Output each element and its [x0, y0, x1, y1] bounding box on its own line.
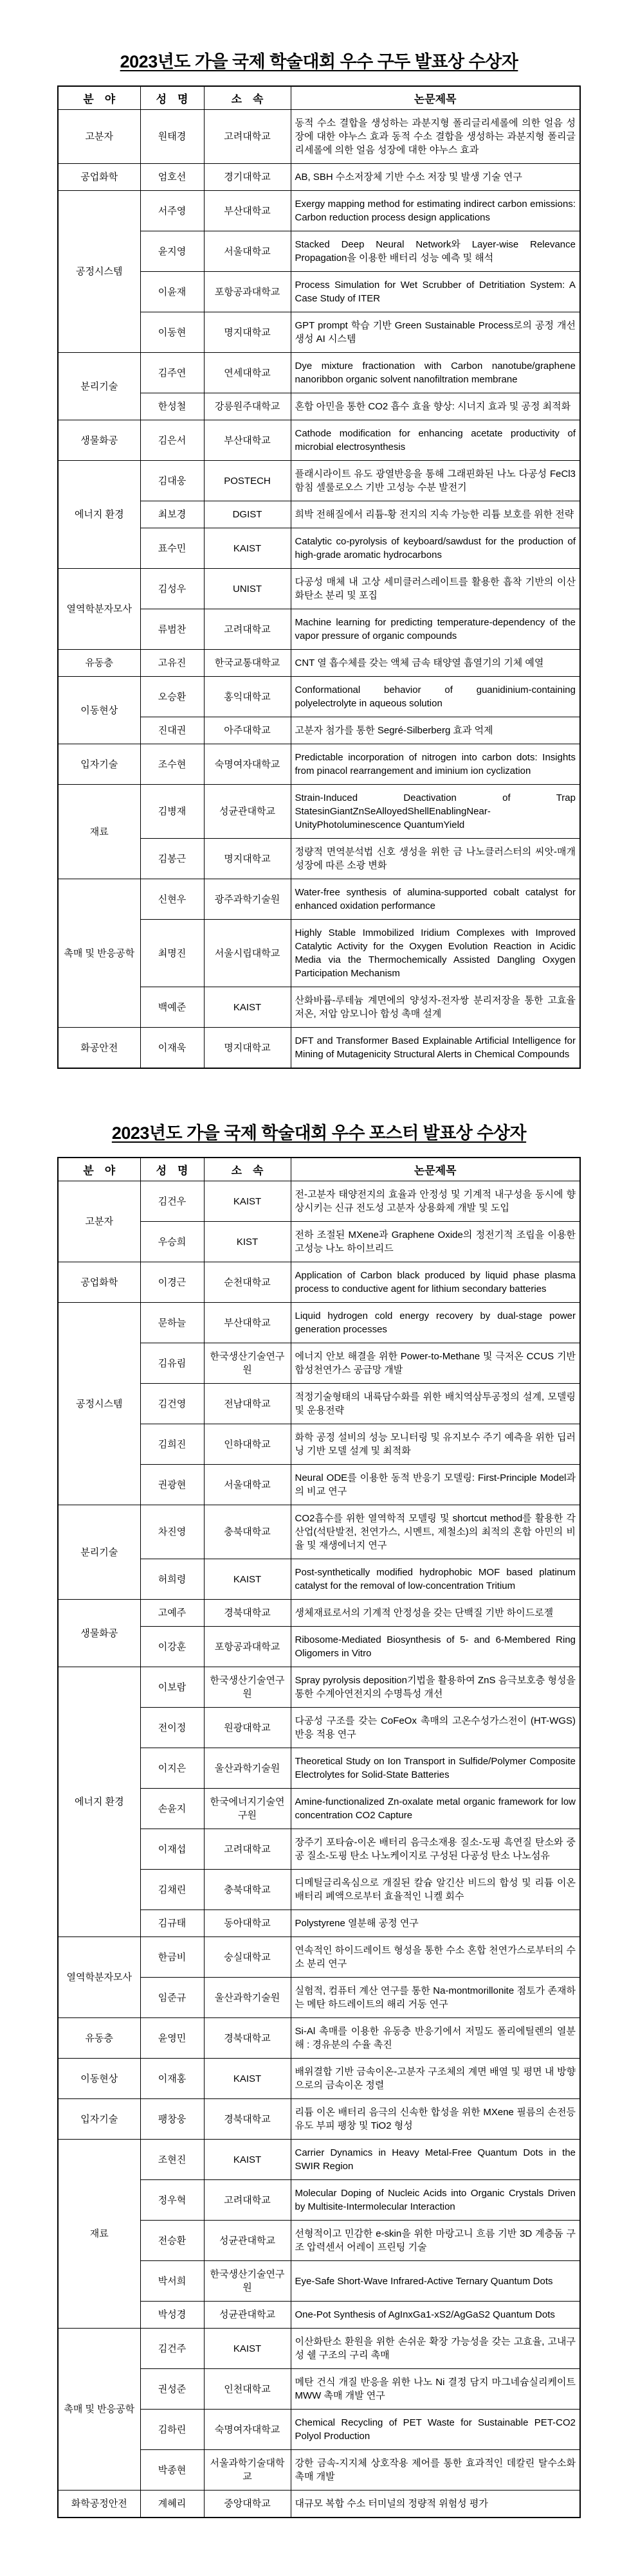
name-cell: 최보경 — [140, 501, 204, 528]
field-cell: 화공안전 — [58, 1028, 140, 1069]
name-cell: 계혜리 — [140, 2491, 204, 2518]
name-cell: 우승희 — [140, 1222, 204, 1262]
paper-title-cell: Water-free synthesis of alumina-supported cobalt catalyst for enhanced oxidation performance — [291, 879, 580, 920]
name-cell: 윤영민 — [140, 2018, 204, 2059]
field-cell: 에너지 환경 — [58, 1667, 140, 1937]
table-row — [58, 1181, 580, 1222]
table-row — [58, 420, 580, 461]
field-cell: 재료 — [58, 2140, 140, 2329]
paper-title-cell: 화학 공정 설비의 성능 모니터링 및 유지보수 주기 예측을 위한 딥러닝 기반 모델 설계 및 최적화 — [291, 1424, 580, 1465]
poster-award-section — [0, 1119, 638, 2518]
poster-award-rows — [58, 1181, 580, 2518]
name-cell: 김은서 — [140, 420, 204, 461]
table-row — [58, 2491, 580, 2518]
name-cell: 김규태 — [140, 1910, 204, 1937]
name-cell: 허희령 — [140, 1559, 204, 1600]
affiliation-cell: 인하대학교 — [204, 1424, 291, 1465]
field-cell: 생물화공 — [58, 1600, 140, 1667]
header-name: 성 명 — [140, 1158, 204, 1181]
field-cell: 열역학분자모사 — [58, 569, 140, 650]
paper-title-cell: 정량적 면역분석법 신호 생성을 위한 금 나노클러스터의 씨앗-매개 성장에 따른 소광 변화 — [291, 839, 580, 879]
table-row — [58, 191, 580, 231]
table-row — [58, 677, 580, 717]
paper-title-cell: 메탄 건식 개질 반응을 위한 나노 Ni 결정 담지 마그네슘실리케이트 MWW 촉매 개발 연구 — [291, 2369, 580, 2410]
affiliation-cell: 성균관대학교 — [204, 2221, 291, 2261]
field-cell: 분리기술 — [58, 1505, 140, 1600]
affiliation-cell: 성균관대학교 — [204, 2302, 291, 2329]
table-row — [58, 353, 580, 393]
affiliation-cell: 한국생산기술연구원 — [204, 1343, 291, 1384]
name-cell: 윤지영 — [140, 231, 204, 272]
field-cell: 생물화공 — [58, 420, 140, 461]
affiliation-cell: KAIST — [204, 2140, 291, 2180]
oral-table-header — [58, 86, 580, 110]
name-cell: 이보람 — [140, 1667, 204, 1708]
name-cell: 백예준 — [140, 987, 204, 1028]
field-cell: 공정시스템 — [58, 1303, 140, 1505]
paper-title-cell: Molecular Doping of Nucleic Acids into Organic Crystals Driven by Multisite-Intermolecular Interaction — [291, 2180, 580, 2221]
affiliation-cell: 포항공과대학교 — [204, 272, 291, 312]
header-paper-title: 논문제목 — [291, 1158, 580, 1181]
field-cell: 이동현상 — [58, 2059, 140, 2099]
affiliation-cell: 한국에너지기술연구원 — [204, 1789, 291, 1829]
name-cell: 임준규 — [140, 1978, 204, 2018]
name-cell: 류범찬 — [140, 609, 204, 650]
affiliation-cell: 명지대학교 — [204, 1028, 291, 1069]
paper-title-cell: 선형적이고 민감한 e-skin을 위한 마랑고니 흐름 기반 3D 계층돔 구조 압력센서 어레이 프린팅 기술 — [291, 2221, 580, 2261]
affiliation-cell: 경북대학교 — [204, 2099, 291, 2140]
paper-title-cell: Spray pyrolysis deposition기법을 활용하여 ZnS 음극보호층 형성을 통한 수계아연전지의 수명특성 개선 — [291, 1667, 580, 1708]
name-cell: 최명진 — [140, 920, 204, 987]
table-row — [58, 744, 580, 785]
affiliation-cell: 명지대학교 — [204, 312, 291, 353]
header-affiliation: 소 속 — [204, 1158, 291, 1181]
field-cell: 화학공정안전 — [58, 2491, 140, 2518]
header-field: 분 야 — [58, 1158, 140, 1181]
affiliation-cell: 서울대학교 — [204, 1465, 291, 1505]
header-row — [58, 1158, 580, 1181]
table-row — [58, 461, 580, 501]
paper-title-cell: CO2흡수를 위한 열역학적 모델링 및 shortcut method를 활용한 각 산업(석탄발전, 천연가스, 시멘트, 제철소)의 최적의 혼합 아민의 비율 및 재생에너지 연구 — [291, 1505, 580, 1559]
name-cell: 손윤지 — [140, 1789, 204, 1829]
poster-table-header — [58, 1158, 580, 1181]
oral-award-rows — [58, 110, 580, 1069]
header-affiliation: 소 속 — [204, 86, 291, 110]
paper-title-cell: Strain-Induced Deactivation of Trap StatesinGiantZnSeAlloyedShellEnablingNear-UnityPhotoluminescence QuantumYield — [291, 785, 580, 839]
name-cell: 이윤재 — [140, 272, 204, 312]
paper-title-cell: Conformational behavior of guanidinium-containing polyelectrolyte in aqueous solution — [291, 677, 580, 717]
paper-title-cell: GPT prompt 학습 기반 Green Sustainable Process로의 공정 개선 생성 AI 시스템 — [291, 312, 580, 353]
table-row — [58, 2140, 580, 2180]
affiliation-cell: 경기대학교 — [204, 164, 291, 191]
paper-title-cell: 대규모 복합 수소 터미널의 정량적 위험성 평가 — [291, 2491, 580, 2518]
paper-title-cell: Post-synthetically modified hydrophobic MOF based platinum catalyst for the removal of low-concentration Tritium — [291, 1559, 580, 1600]
affiliation-cell: 중앙대학교 — [204, 2491, 291, 2518]
affiliation-cell: 연세대학교 — [204, 353, 291, 393]
paper-title-cell: Cathode modification for enhancing acetate productivity of microbial electrosynthesis — [291, 420, 580, 461]
table-row — [58, 650, 580, 677]
affiliation-cell: 경북대학교 — [204, 1600, 291, 1627]
table-row — [58, 1937, 580, 1978]
name-cell: 권성준 — [140, 2369, 204, 2410]
affiliation-cell: 순천대학교 — [204, 1262, 291, 1303]
affiliation-cell: 숙명여자대학교 — [204, 2410, 291, 2450]
name-cell: 김유림 — [140, 1343, 204, 1384]
affiliation-cell: KIST — [204, 1222, 291, 1262]
affiliation-cell: 강릉원주대학교 — [204, 393, 291, 420]
paper-title-cell: Machine learning for predicting temperature-dependency of the vapor pressure of organic compounds — [291, 609, 580, 650]
header-field: 분 야 — [58, 86, 140, 110]
affiliation-cell: KAIST — [204, 2059, 291, 2099]
field-cell: 촉매 및 반응공학 — [58, 879, 140, 1028]
paper-title-cell: 적정기술형태의 내륙담수화를 위한 배치역삼투공정의 설계, 모델링 및 운용전략 — [291, 1384, 580, 1424]
name-cell: 이지은 — [140, 1748, 204, 1789]
affiliation-cell: KAIST — [204, 1559, 291, 1600]
name-cell: 한성철 — [140, 393, 204, 420]
name-cell: 오승환 — [140, 677, 204, 717]
affiliation-cell: 숭실대학교 — [204, 1937, 291, 1978]
affiliation-cell: 아주대학교 — [204, 717, 291, 744]
header-paper-title: 논문제목 — [291, 86, 580, 110]
paper-title-cell: Amine-functionalized Zn-oxalate metal organic framework for low concentration CO2 Capture — [291, 1789, 580, 1829]
paper-title-cell: 연속적인 하이드레이트 형성을 통한 수소 혼합 천연가스로부터의 수소 분리 연구 — [291, 1937, 580, 1978]
name-cell: 김주연 — [140, 353, 204, 393]
table-row — [58, 1303, 580, 1343]
paper-title-cell: 생체재료로서의 기계적 안정성을 갖는 단백질 기반 하이드로젤 — [291, 1600, 580, 1627]
table-row — [58, 1262, 580, 1303]
affiliation-cell: POSTECH — [204, 461, 291, 501]
paper-title-cell: 이산화탄소 환원을 위한 손쉬운 확장 가능성을 갖는 고효율, 고내구성 쉘 구조의 구리 촉매 — [291, 2329, 580, 2369]
paper-title-cell: 산화바륨-루테늄 계면에의 양성자-전자쌍 분리저장을 통한 고효율 저온, 저압 암모니아 합성 촉매 설계 — [291, 987, 580, 1028]
affiliation-cell: KAIST — [204, 1181, 291, 1222]
name-cell: 전이정 — [140, 1708, 204, 1748]
field-cell: 재료 — [58, 785, 140, 879]
name-cell: 김대웅 — [140, 461, 204, 501]
affiliation-cell: DGIST — [204, 501, 291, 528]
affiliation-cell: 서울시립대학교 — [204, 920, 291, 987]
field-cell: 에너지 환경 — [58, 461, 140, 569]
table-row — [58, 164, 580, 191]
paper-title-cell: Polystyrene 열분해 공정 연구 — [291, 1910, 580, 1937]
paper-title-cell: Liquid hydrogen cold energy recovery by dual-stage power generation processes — [291, 1303, 580, 1343]
affiliation-cell: 충북대학교 — [204, 1870, 291, 1910]
affiliation-cell: 부산대학교 — [204, 1303, 291, 1343]
paper-title-cell: Catalytic co-pyrolysis of keyboard/sawdust for the production of high-grade aromatic hydrocarbons — [291, 528, 580, 569]
affiliation-cell: 한국생산기술연구원 — [204, 2261, 291, 2302]
paper-title-cell: Highly Stable Immobilized Iridium Complexes with Improved Catalytic Activity for the Oxygen Evolution Reaction in Acidic Media via the Thermochemically Assisted Dangling Oxygen Participation Mechanism — [291, 920, 580, 987]
field-cell: 열역학분자모사 — [58, 1937, 140, 2018]
poster-award-title: 2023년도 가을 국제 학술대회 우수 포스터 발표상 수상자 — [111, 1123, 527, 1143]
name-cell: 박성경 — [140, 2302, 204, 2329]
table-row — [58, 879, 580, 920]
paper-title-cell: Predictable incorporation of nitrogen into carbon dots: Insights from pinacol rearrangement and iminium ion cyclization — [291, 744, 580, 785]
name-cell: 김하린 — [140, 2410, 204, 2450]
affiliation-cell: 서울대학교 — [204, 231, 291, 272]
name-cell: 팽창웅 — [140, 2099, 204, 2140]
name-cell: 김성우 — [140, 569, 204, 609]
paper-title-cell: Application of Carbon black produced by liquid phase plasma process to conductive agent for lithium secondary batteries — [291, 1262, 580, 1303]
affiliation-cell: 울산과학기술원 — [204, 1748, 291, 1789]
affiliation-cell: 경북대학교 — [204, 2018, 291, 2059]
affiliation-cell: KAIST — [204, 2329, 291, 2369]
name-cell: 고예주 — [140, 1600, 204, 1627]
name-cell: 원태경 — [140, 110, 204, 164]
name-cell: 이재홍 — [140, 2059, 204, 2099]
paper-title-cell: 다공성 매체 내 고상 세미클러스레이트를 활용한 흡착 기반의 이산화탄소 분리 및 포집 — [291, 569, 580, 609]
affiliation-cell: 명지대학교 — [204, 839, 291, 879]
affiliation-cell: 광주과학기술원 — [204, 879, 291, 920]
paper-title-cell: Si-Al 촉매를 이용한 유동층 반응기에서 저밀도 폴리에틸렌의 열분해 : 경유분의 수율 촉진 — [291, 2018, 580, 2059]
paper-title-cell: Neural ODE를 이용한 동적 반응기 모델링: First-Principle Model과의 비교 연구 — [291, 1465, 580, 1505]
affiliation-cell: 서울과학기술대학교 — [204, 2450, 291, 2491]
table-row — [58, 1600, 580, 1627]
affiliation-cell: 고려대학교 — [204, 1829, 291, 1870]
affiliation-cell: 충북대학교 — [204, 1505, 291, 1559]
name-cell: 김병재 — [140, 785, 204, 839]
affiliation-cell: 고려대학교 — [204, 2180, 291, 2221]
name-cell: 고유진 — [140, 650, 204, 677]
name-cell: 엄호선 — [140, 164, 204, 191]
name-cell: 박서희 — [140, 2261, 204, 2302]
affiliation-cell: 전남대학교 — [204, 1384, 291, 1424]
name-cell: 김건주 — [140, 2329, 204, 2369]
name-cell: 이강훈 — [140, 1627, 204, 1667]
name-cell: 전승환 — [140, 2221, 204, 2261]
table-row — [58, 569, 580, 609]
paper-title-cell: 에너지 안보 해결을 위한 Power-to-Methane 및 극저온 CCUS 기반 합성천연가스 공급망 개발 — [291, 1343, 580, 1384]
paper-title-cell: Chemical Recycling of PET Waste for Sustainable PET-CO2 Polyol Production — [291, 2410, 580, 2450]
paper-title-cell: Carrier Dynamics in Heavy Metal-Free Quantum Dots in the SWIR Region — [291, 2140, 580, 2180]
affiliation-cell: 홍익대학교 — [204, 677, 291, 717]
table-row — [58, 2059, 580, 2099]
paper-title-cell: 혼합 아민을 통한 CO2 흡수 효율 향상: 시너지 효과 및 공정 최적화 — [291, 393, 580, 420]
name-cell: 차진영 — [140, 1505, 204, 1559]
paper-title-cell: Exergy mapping method for estimating indirect carbon emissions: Carbon reduction process design applications — [291, 191, 580, 231]
paper-title-cell: Eye-Safe Short-Wave Infrared-Active Ternary Quantum Dots — [291, 2261, 580, 2302]
paper-title-cell: One-Pot Synthesis of AgInxGa1-xS2/AgGaS2 Quantum Dots — [291, 2302, 580, 2329]
name-cell: 이재욱 — [140, 1028, 204, 1069]
paper-title-cell: Process Simulation for Wet Scrubber of Detritiation System: A Case Study of ITER — [291, 272, 580, 312]
name-cell: 박종현 — [140, 2450, 204, 2491]
affiliation-cell: 원광대학교 — [204, 1708, 291, 1748]
paper-title-cell: CNT 열 흡수체를 갖는 액체 금속 태양열 흡열기의 기체 예열 — [291, 650, 580, 677]
oral-award-section — [0, 48, 638, 1069]
table-row — [58, 2329, 580, 2369]
affiliation-cell: 한국생산기술연구원 — [204, 1667, 291, 1708]
name-cell: 서주영 — [140, 191, 204, 231]
field-cell: 입자기술 — [58, 2099, 140, 2140]
affiliation-cell: 동아대학교 — [204, 1910, 291, 1937]
field-cell: 유동층 — [58, 2018, 140, 2059]
table-row — [58, 785, 580, 839]
name-cell: 진대권 — [140, 717, 204, 744]
affiliation-cell: UNIST — [204, 569, 291, 609]
header-name: 성 명 — [140, 86, 204, 110]
table-row — [58, 1505, 580, 1559]
paper-title-cell: 장주기 포타슘-이온 배터리 음극소재용 질소-도핑 흑연질 탄소와 중공 질소-도핑 탄소 나노케이지로 구성된 다공성 탄소 나노섬유 — [291, 1829, 580, 1870]
field-cell: 공정시스템 — [58, 191, 140, 353]
field-cell: 유동층 — [58, 650, 140, 677]
paper-title-cell: Dye mixture fractionation with Carbon nanotube/graphene nanoribbon organic solvent nanofiltration membrane — [291, 353, 580, 393]
field-cell: 고분자 — [58, 110, 140, 164]
paper-title-cell: 전하 조절된 MXene과 Graphene Oxide의 정전기적 조립을 이용한 고성능 나노 하이브리드 — [291, 1222, 580, 1262]
header-row — [58, 86, 580, 110]
field-cell: 입자기술 — [58, 744, 140, 785]
paper-title-cell: Stacked Deep Neural Network와 Layer-wise Relevance Propagation을 이용한 배터리 성능 예측 및 해석 — [291, 231, 580, 272]
paper-title-cell: 실험적, 컴퓨터 계산 연구를 통한 Na-montmorillonite 점토가 존재하는 메탄 하드레이트의 해리 거동 연구 — [291, 1978, 580, 2018]
affiliation-cell: 고려대학교 — [204, 609, 291, 650]
paper-title-cell: 강한 금속-지지체 상호작용 제어를 통한 효과적인 데칼린 탈수소화 촉매 개발 — [291, 2450, 580, 2491]
affiliation-cell: 울산과학기술원 — [204, 1978, 291, 2018]
table-row — [58, 2099, 580, 2140]
field-cell: 분리기술 — [58, 353, 140, 420]
affiliation-cell: KAIST — [204, 987, 291, 1028]
field-cell: 공업화학 — [58, 1262, 140, 1303]
paper-title-cell: Ribosome-Mediated Biosynthesis of 5- and 6-Membered Ring Oligomers in Vitro — [291, 1627, 580, 1667]
name-cell: 정우혁 — [140, 2180, 204, 2221]
paper-title-cell: 리튬 이온 배터리 음극의 신속한 합성을 위한 MXene 필름의 손전등 유도 부피 팽창 및 TiO2 형성 — [291, 2099, 580, 2140]
name-cell: 조수현 — [140, 744, 204, 785]
name-cell: 김건우 — [140, 1181, 204, 1222]
name-cell: 한금비 — [140, 1937, 204, 1978]
paper-title-cell: 다공성 구조를 갖는 CoFeOx 촉매의 고온수성가스전이 (HT-WGS)반응 적용 연구 — [291, 1708, 580, 1748]
name-cell: 이동현 — [140, 312, 204, 353]
paper-title-cell: 전-고분자 태양전지의 효율과 안정성 및 기계적 내구성을 동시에 향상시키는 신규 전도성 고분자 상용화제 개발 및 도입 — [291, 1181, 580, 1222]
name-cell: 조현진 — [140, 2140, 204, 2180]
field-cell: 촉매 및 반응공학 — [58, 2329, 140, 2491]
oral-award-title: 2023년도 가을 국제 학술대회 우수 구두 발표상 수상자 — [120, 52, 518, 71]
paper-title-cell: 동적 수소 결합을 생성하는 과분지형 폴리글리세롤에 의한 얼음 성장에 대한 야누스 효과 동적 수소 결합을 생성하는 과분지형 폴리글리세롤에 의한 얼음 성장에 대한 야누스 효과 — [291, 110, 580, 164]
affiliation-cell: 인천대학교 — [204, 2369, 291, 2410]
affiliation-cell: 포항공과대학교 — [204, 1627, 291, 1667]
name-cell: 김건영 — [140, 1384, 204, 1424]
name-cell: 이재섭 — [140, 1829, 204, 1870]
name-cell: 김봉근 — [140, 839, 204, 879]
paper-title-cell: 디메틸글리옥심으로 개질된 칼슘 알긴산 비드의 합성 및 리튬 이온 배터리 폐액으로부터 효율적인 니켈 회수 — [291, 1870, 580, 1910]
name-cell: 문하늘 — [140, 1303, 204, 1343]
paper-title-cell: AB, SBH 수소저장체 기반 수소 저장 및 발생 기술 연구 — [291, 164, 580, 191]
paper-title-cell: Theoretical Study on Ion Transport in Sulfide/Polymer Composite Electrolytes for Solid-State Batteries — [291, 1748, 580, 1789]
paper-title-cell: 플래시라이트 유도 광열반응을 통해 그래핀화된 나노 다공성 FeCl3 함침 셀룰로오스 기반 고성능 수분 발전기 — [291, 461, 580, 501]
name-cell: 권광현 — [140, 1465, 204, 1505]
paper-title-cell: 고분자 첨가를 통한 Segré-Silberberg 효과 억제 — [291, 717, 580, 744]
affiliation-cell: 고려대학교 — [204, 110, 291, 164]
table-row — [58, 2018, 580, 2059]
affiliation-cell: KAIST — [204, 528, 291, 569]
table-row — [58, 1667, 580, 1708]
affiliation-cell: 숙명여자대학교 — [204, 744, 291, 785]
affiliation-cell: 부산대학교 — [204, 191, 291, 231]
table-row — [58, 1028, 580, 1069]
name-cell: 이경근 — [140, 1262, 204, 1303]
field-cell: 이동현상 — [58, 677, 140, 744]
name-cell: 신현우 — [140, 879, 204, 920]
affiliation-cell: 성균관대학교 — [204, 785, 291, 839]
field-cell: 공업화학 — [58, 164, 140, 191]
paper-title-cell: 희박 전해질에서 리튬-황 전지의 지속 가능한 리튬 보호를 위한 전략 — [291, 501, 580, 528]
affiliation-cell: 한국교통대학교 — [204, 650, 291, 677]
paper-title-cell: DFT and Transformer Based Explainable Artificial Intelligence for Mining of Mutagenicity Structural Alerts in Chemical Compounds — [291, 1028, 580, 1069]
poster-award-table — [57, 1157, 581, 2518]
name-cell: 김채린 — [140, 1870, 204, 1910]
field-cell: 고분자 — [58, 1181, 140, 1262]
paper-title-cell: 배위결합 기반 금속이온-고분자 구조체의 계면 배열 및 평면 내 방향으로의 금속이온 정렬 — [291, 2059, 580, 2099]
name-cell: 김희진 — [140, 1424, 204, 1465]
affiliation-cell: 부산대학교 — [204, 420, 291, 461]
oral-award-table — [57, 85, 581, 1069]
name-cell: 표수민 — [140, 528, 204, 569]
table-row — [58, 110, 580, 164]
